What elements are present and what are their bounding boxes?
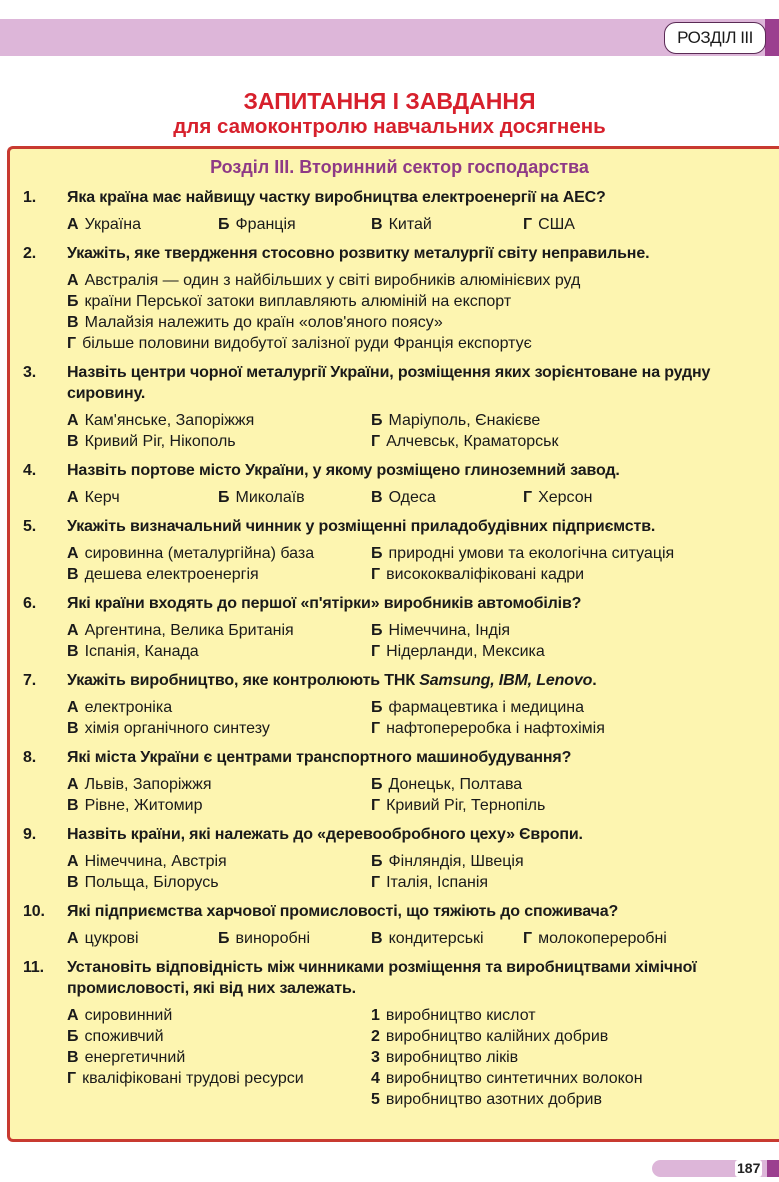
- question-list: [10, 187, 779, 1118]
- answer-option: [67, 291, 779, 312]
- option-letter: Г: [523, 216, 533, 233]
- option-text: Китай: [388, 216, 432, 233]
- option-text: Львів, Запоріжжя: [84, 776, 212, 793]
- question-text-main: Укажіть визначальний чинник у розміщенні приладобудівних підприємств.: [67, 518, 656, 535]
- answer-option: [67, 487, 218, 508]
- option-text: природні умови та екологічна ситуація: [388, 545, 675, 562]
- option-letter: А: [67, 699, 79, 716]
- answer-option: [218, 214, 371, 235]
- option-letter: А: [67, 776, 79, 793]
- answer-option: [371, 1047, 751, 1068]
- answer-options: [67, 697, 779, 739]
- option-letter: Б: [371, 412, 383, 429]
- option-letter: Б: [371, 622, 383, 639]
- answer-option: [523, 214, 723, 235]
- option-text: сировинна (металургійна) база: [84, 545, 315, 562]
- answer-option: [67, 1005, 371, 1026]
- option-text: Маріуполь, Єнакієве: [388, 412, 541, 429]
- answer-option: [67, 333, 779, 354]
- question-number: 11.: [23, 959, 44, 976]
- question-header: [10, 957, 779, 999]
- footer-band-accent: [767, 1160, 779, 1177]
- answer-options: [67, 270, 779, 354]
- question-number: 4.: [23, 462, 37, 479]
- answer-option: [67, 641, 371, 662]
- question-header: [10, 901, 779, 922]
- question-header: [10, 187, 779, 208]
- option-text: Польща, Білорусь: [84, 874, 219, 891]
- option-text: хімія органічного синтезу: [84, 720, 270, 737]
- question-text-main: Яка країна має найвищу частку виробництва електроенергії на АЕС?: [67, 189, 606, 206]
- question-text: [67, 243, 779, 264]
- option-letter: Б: [371, 545, 383, 562]
- question-text: [67, 957, 779, 999]
- option-text: Рівне, Житомир: [84, 797, 203, 814]
- option-text: більше половини видобутої залізної руди Франція експортує: [82, 335, 532, 352]
- question: [10, 187, 779, 235]
- option-letter: Г: [371, 797, 381, 814]
- option-letter: В: [67, 433, 79, 450]
- answer-options: [67, 1005, 779, 1110]
- option-letter: 1: [371, 1007, 380, 1024]
- answer-options: [67, 620, 779, 662]
- question-header: [10, 593, 779, 614]
- option-letter: Б: [67, 1028, 79, 1045]
- question-text-end: .: [592, 672, 597, 689]
- answer-option: [67, 697, 371, 718]
- answer-option: [67, 431, 371, 452]
- option-letter: Б: [218, 216, 230, 233]
- option-letter: Б: [67, 293, 79, 310]
- answer-option: [371, 1089, 751, 1110]
- answer-option: [67, 774, 371, 795]
- option-text: Італія, Іспанія: [386, 874, 489, 891]
- option-text: фармацевтика і медицина: [388, 699, 585, 716]
- option-text: Аргентина, Велика Британія: [84, 622, 294, 639]
- option-text: виробництво ліків: [385, 1049, 519, 1066]
- question-number: 8.: [23, 749, 37, 766]
- option-letter: Г: [371, 433, 381, 450]
- question: [10, 516, 779, 585]
- question-header: [10, 747, 779, 768]
- option-letter: Г: [67, 1070, 77, 1087]
- option-letter: 3: [371, 1049, 380, 1066]
- option-text: Франція: [235, 216, 296, 233]
- answer-option: [371, 641, 751, 662]
- question-header: [10, 243, 779, 264]
- option-text: сировинний: [84, 1007, 173, 1024]
- option-letter: А: [67, 272, 79, 289]
- answer-options: [67, 774, 779, 816]
- option-text: Австралія — один з найбільших у світі виробників алюмінієвих руд: [84, 272, 581, 289]
- question-text: [67, 670, 779, 691]
- option-text: Алчевськ, Краматорськ: [386, 433, 559, 450]
- option-text: Миколаїв: [235, 489, 305, 506]
- answer-option: [67, 1026, 371, 1047]
- header-band: [0, 19, 779, 56]
- answer-option: [67, 564, 371, 585]
- option-letter: 5: [371, 1091, 380, 1108]
- option-letter: А: [67, 489, 79, 506]
- question-number: 3.: [23, 364, 37, 381]
- answer-option: [371, 564, 751, 585]
- answer-option: [67, 214, 218, 235]
- question-number: 6.: [23, 595, 37, 612]
- option-text: дешева електроенергія: [84, 566, 259, 583]
- question: [10, 243, 779, 354]
- option-text: Керч: [84, 489, 120, 506]
- question-number: 10.: [23, 903, 45, 920]
- option-letter: В: [67, 566, 79, 583]
- question-text-main: Установіть відповідність між чинниками розміщення та виробництвами хімічної промисловості, які від них залежать.: [67, 959, 697, 997]
- answer-option: [371, 431, 751, 452]
- section-tab: РОЗДІЛ ІІІ: [664, 22, 766, 54]
- answer-option: [371, 697, 751, 718]
- answer-options: [67, 851, 779, 893]
- answer-option: [371, 543, 751, 564]
- answer-option: [67, 872, 371, 893]
- option-letter: Г: [371, 643, 381, 660]
- option-letter: В: [67, 874, 79, 891]
- question-text-main: Укажіть, яке твердження стосовно розвитку металургії світу неправильне.: [67, 245, 650, 262]
- answer-option: [523, 928, 723, 949]
- option-text: Німеччина, Австрія: [84, 853, 227, 870]
- answer-option: [67, 270, 779, 291]
- answer-options: [67, 543, 779, 585]
- option-text: Одеса: [388, 489, 436, 506]
- option-text: Кривий Ріг, Тернопіль: [386, 797, 546, 814]
- question: [10, 957, 779, 1110]
- option-letter: 4: [371, 1070, 380, 1087]
- option-letter: Г: [371, 566, 381, 583]
- answer-option: [371, 1005, 751, 1026]
- question-number: 1.: [23, 189, 37, 206]
- answer-option: [67, 410, 371, 431]
- answer-option: [67, 312, 779, 333]
- option-letter: В: [371, 489, 383, 506]
- option-letter: Г: [371, 874, 381, 891]
- question-text-main: Назвіть країни, які належать до «деревообробного цеху» Європи.: [67, 826, 583, 843]
- question-text: [67, 460, 779, 481]
- answer-option: [371, 795, 751, 816]
- answer-option: [371, 1026, 751, 1047]
- answer-options: [67, 214, 779, 235]
- question-text-main: Які міста України є центрами транспортного машинобудування?: [67, 749, 572, 766]
- question: [10, 824, 779, 893]
- question-number: 9.: [23, 826, 37, 843]
- question-text-main: Назвіть портове місто України, у якому розміщено глиноземний завод.: [67, 462, 620, 479]
- option-text: Фінляндія, Швеція: [388, 853, 524, 870]
- question-text-main: Які країни входять до першої «п'ятірки» виробників автомобілів?: [67, 595, 582, 612]
- answer-option: [371, 1068, 751, 1089]
- answer-option: [371, 928, 523, 949]
- option-text: споживчий: [84, 1028, 164, 1045]
- answer-option: [371, 487, 523, 508]
- answer-options: [67, 410, 779, 452]
- answer-option: [371, 851, 751, 872]
- option-text: електроніка: [84, 699, 173, 716]
- question: [10, 593, 779, 662]
- question-text-main: Які підприємства харчової промисловості, що тяжіють до споживача?: [67, 903, 619, 920]
- answer-option: [523, 487, 723, 508]
- answer-options: [67, 928, 779, 949]
- option-text: кваліфіковані трудові ресурси: [82, 1070, 304, 1087]
- option-letter: 2: [371, 1028, 380, 1045]
- answer-options: [67, 487, 779, 508]
- option-letter: А: [67, 622, 79, 639]
- option-letter: Г: [371, 720, 381, 737]
- answer-option: [371, 620, 751, 641]
- answer-option: [67, 620, 371, 641]
- option-letter: А: [67, 853, 79, 870]
- option-text: виробництво кислот: [385, 1007, 536, 1024]
- option-text: Донецьк, Полтава: [388, 776, 523, 793]
- option-text: цукрові: [84, 930, 139, 947]
- option-letter: Б: [218, 489, 230, 506]
- option-text: Херсон: [538, 489, 593, 506]
- option-text: країни Перської затоки виплавляють алюміній на експорт: [84, 293, 512, 310]
- option-text: Іспанія, Канада: [84, 643, 199, 660]
- option-text: кондитерські: [388, 930, 484, 947]
- answer-option: [67, 1047, 371, 1068]
- question-number: 2.: [23, 245, 37, 262]
- section-title: Розділ ІІІ. Вторинний сектор господарства: [210, 157, 589, 177]
- answer-option: [67, 543, 371, 564]
- option-letter: В: [371, 930, 383, 947]
- option-text: Малайзія належить до країн «олов'яного поясу»: [84, 314, 443, 331]
- option-letter: Б: [371, 699, 383, 716]
- option-letter: Г: [523, 930, 533, 947]
- option-letter: Г: [523, 489, 533, 506]
- option-text: Україна: [84, 216, 141, 233]
- question-text-italic: Samsung, IBM, Lenovo: [419, 672, 593, 689]
- option-letter: Б: [371, 853, 383, 870]
- question-text: [67, 362, 779, 404]
- page-title: ЗАПИТАННЯ І ЗАВДАННЯ: [243, 88, 536, 114]
- option-text: виробництво синтетичних волокон: [385, 1070, 643, 1087]
- answer-option: [371, 214, 523, 235]
- option-letter: А: [67, 412, 79, 429]
- answer-option: [67, 795, 371, 816]
- answer-option: [218, 928, 371, 949]
- option-letter: А: [67, 216, 79, 233]
- option-letter: В: [67, 797, 79, 814]
- option-text: Німеччина, Індія: [388, 622, 511, 639]
- option-letter: В: [67, 1049, 79, 1066]
- questions-box: [7, 146, 779, 1142]
- option-letter: А: [67, 930, 79, 947]
- option-letter: Б: [218, 930, 230, 947]
- question: [10, 670, 779, 739]
- empty-cell: [67, 1089, 371, 1110]
- header-band-accent: [765, 19, 779, 56]
- answer-option: [371, 718, 751, 739]
- page-subtitle: для самоконтролю навчальних досягнень: [173, 115, 606, 138]
- option-letter: В: [371, 216, 383, 233]
- question-text: [67, 901, 779, 922]
- option-text: нафтопереробка і нафтохімія: [386, 720, 605, 737]
- question-number: 5.: [23, 518, 37, 535]
- answer-option: [67, 1068, 371, 1089]
- option-letter: А: [67, 1007, 79, 1024]
- question: [10, 460, 779, 508]
- question-header: [10, 516, 779, 537]
- page-number: 187: [737, 1160, 761, 1176]
- option-letter: Г: [67, 335, 77, 352]
- question-header: [10, 824, 779, 845]
- option-text: виробництво азотних добрив: [385, 1091, 602, 1108]
- answer-option: [371, 774, 751, 795]
- question-text: [67, 593, 779, 614]
- option-letter: В: [67, 643, 79, 660]
- question-text-main: Назвіть центри чорної металургії України, розміщення яких зорієнтоване на рудну сировину.: [67, 364, 711, 402]
- answer-option: [371, 410, 751, 431]
- option-text: енергетичний: [84, 1049, 186, 1066]
- option-text: Кам'янське, Запоріжжя: [84, 412, 255, 429]
- question-text-main: Укажіть виробництво, яке контролюють ТНК: [67, 672, 420, 689]
- option-letter: А: [67, 545, 79, 562]
- answer-option: [67, 851, 371, 872]
- option-letter: Б: [371, 776, 383, 793]
- question-text: [67, 187, 779, 208]
- option-letter: В: [67, 314, 79, 331]
- option-text: виноробні: [235, 930, 311, 947]
- question-text: [67, 747, 779, 768]
- question-header: [10, 670, 779, 691]
- option-text: висококваліфіковані кадри: [386, 566, 585, 583]
- question-number: 7.: [23, 672, 37, 689]
- answer-option: [218, 487, 371, 508]
- option-text: Нідерланди, Мексика: [386, 643, 545, 660]
- question: [10, 362, 779, 452]
- question-text: [67, 824, 779, 845]
- option-text: молокопереробні: [538, 930, 667, 947]
- answer-option: [371, 872, 751, 893]
- option-text: Кривий Ріг, Нікополь: [84, 433, 236, 450]
- question-header: [10, 460, 779, 481]
- answer-option: [67, 928, 218, 949]
- answer-option: [67, 718, 371, 739]
- option-text: США: [538, 216, 575, 233]
- option-letter: В: [67, 720, 79, 737]
- question: [10, 901, 779, 949]
- question-text: [67, 516, 779, 537]
- option-text: виробництво калійних добрив: [385, 1028, 609, 1045]
- question-header: [10, 362, 779, 404]
- question: [10, 747, 779, 816]
